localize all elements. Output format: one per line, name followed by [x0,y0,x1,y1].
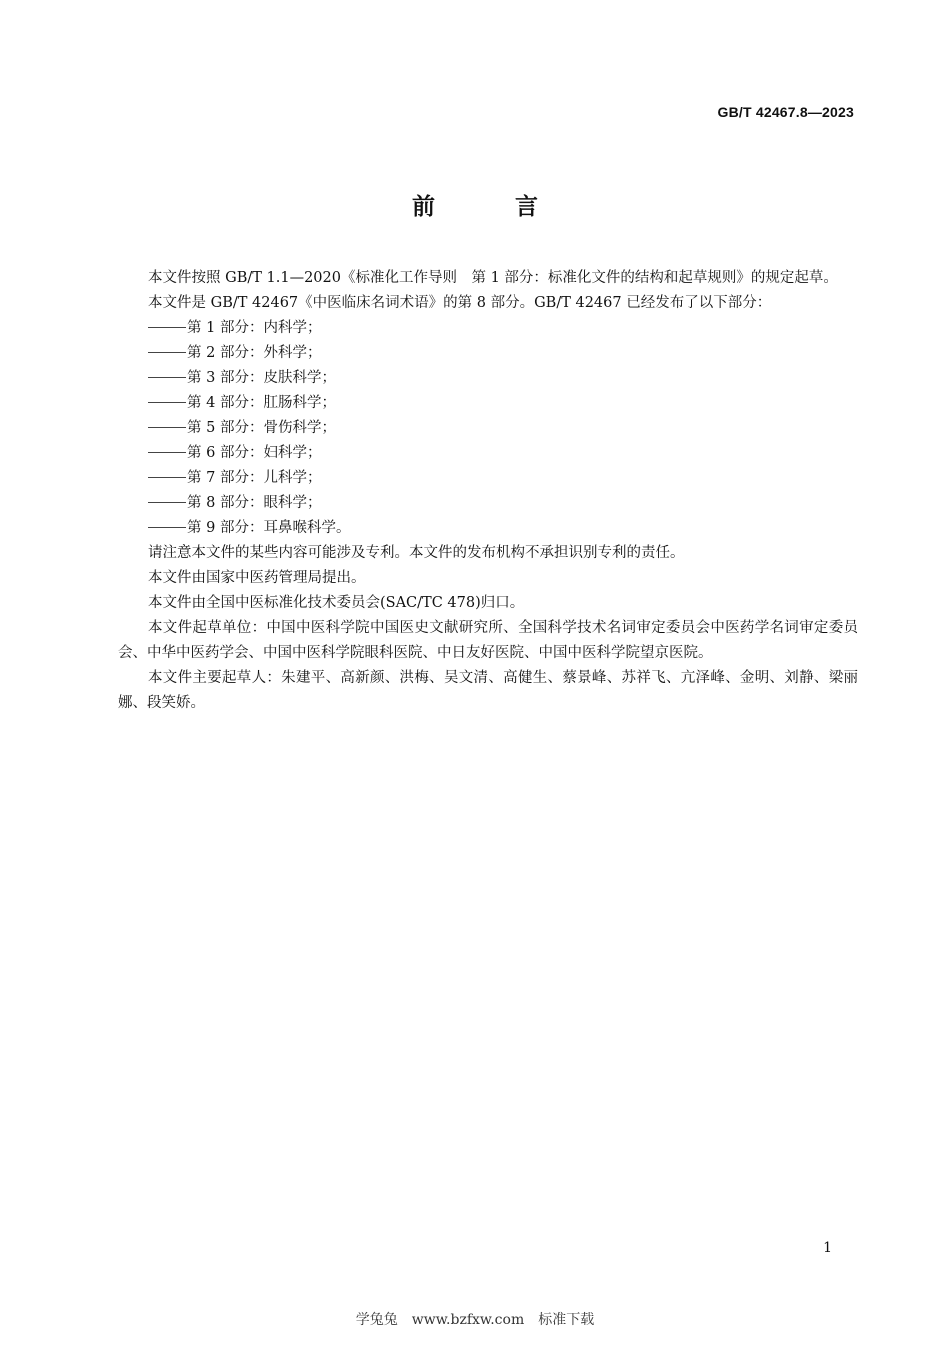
dash-mark [148,402,186,403]
list-item: 第 6 部分：妇科学； [118,441,858,466]
paragraph-proposer: 本文件由国家中医药管理局提出。 [148,570,366,586]
page-number: 1 [823,1240,832,1256]
dash-mark [148,477,186,478]
paragraph-drafting-units: 本文件起草单位：中国中医科学院中国医史文献研究所、全国科学技术名词审定委员会中医药学名词审定委员会、中华中医药学会、中国中医科学院眼科医院、中日友好医院、中国中医科学院望京医院。 [118,620,858,661]
dash-mark [148,502,186,503]
page-title: 前 言 [411,194,574,220]
list-item: 第 3 部分：皮肤科学； [118,366,858,391]
footer-watermark: 学兔兔 www.bzfxw.com 标准下载 [355,1312,595,1328]
list-item: 第 8 部分：眼科学； [118,491,858,516]
dash-mark [148,377,186,378]
list-item: 第 5 部分：骨伤科学； [118,416,858,441]
list-item: 第 1 部分：内科学； [118,316,858,341]
paragraph-part-info: 本文件是 GB/T 42467《中医临床名词术语》的第 8 部分。GB/T 42467 已经发布了以下部分： [148,295,772,311]
paragraph-drafting-rules: 本文件按照 GB/T 1.1—2020《标准化工作导则 第 1 部分：标准化文件的结构和起草规则》的规定起草。 [148,270,838,286]
dash-mark [148,527,186,528]
document-body [118,266,858,716]
paragraph-patent-notice: 请注意本文件的某些内容可能涉及专利。本文件的发布机构不承担识别专利的责任。 [148,545,685,561]
parts-list [118,316,858,541]
list-item: 第 7 部分：儿科学； [118,466,858,491]
dash-mark [148,352,186,353]
dash-mark [148,327,186,328]
list-item: 第 9 部分：耳鼻喉科学。 [118,516,858,541]
list-item: 第 2 部分：外科学； [118,341,858,366]
dash-mark [148,452,186,453]
standard-code: GB/T 42467.8—2023 [717,104,854,120]
dash-mark [148,427,186,428]
paragraph-committee: 本文件由全国中医标准化技术委员会(SAC/TC 478)归口。 [148,595,525,611]
list-item: 第 4 部分：肛肠科学； [118,391,858,416]
paragraph-drafters: 本文件主要起草人：朱建平、高新颜、洪梅、吴文清、高健生、蔡景峰、苏祥飞、亢泽峰、金明、刘静、梁丽娜、段笑娇。 [118,670,858,711]
